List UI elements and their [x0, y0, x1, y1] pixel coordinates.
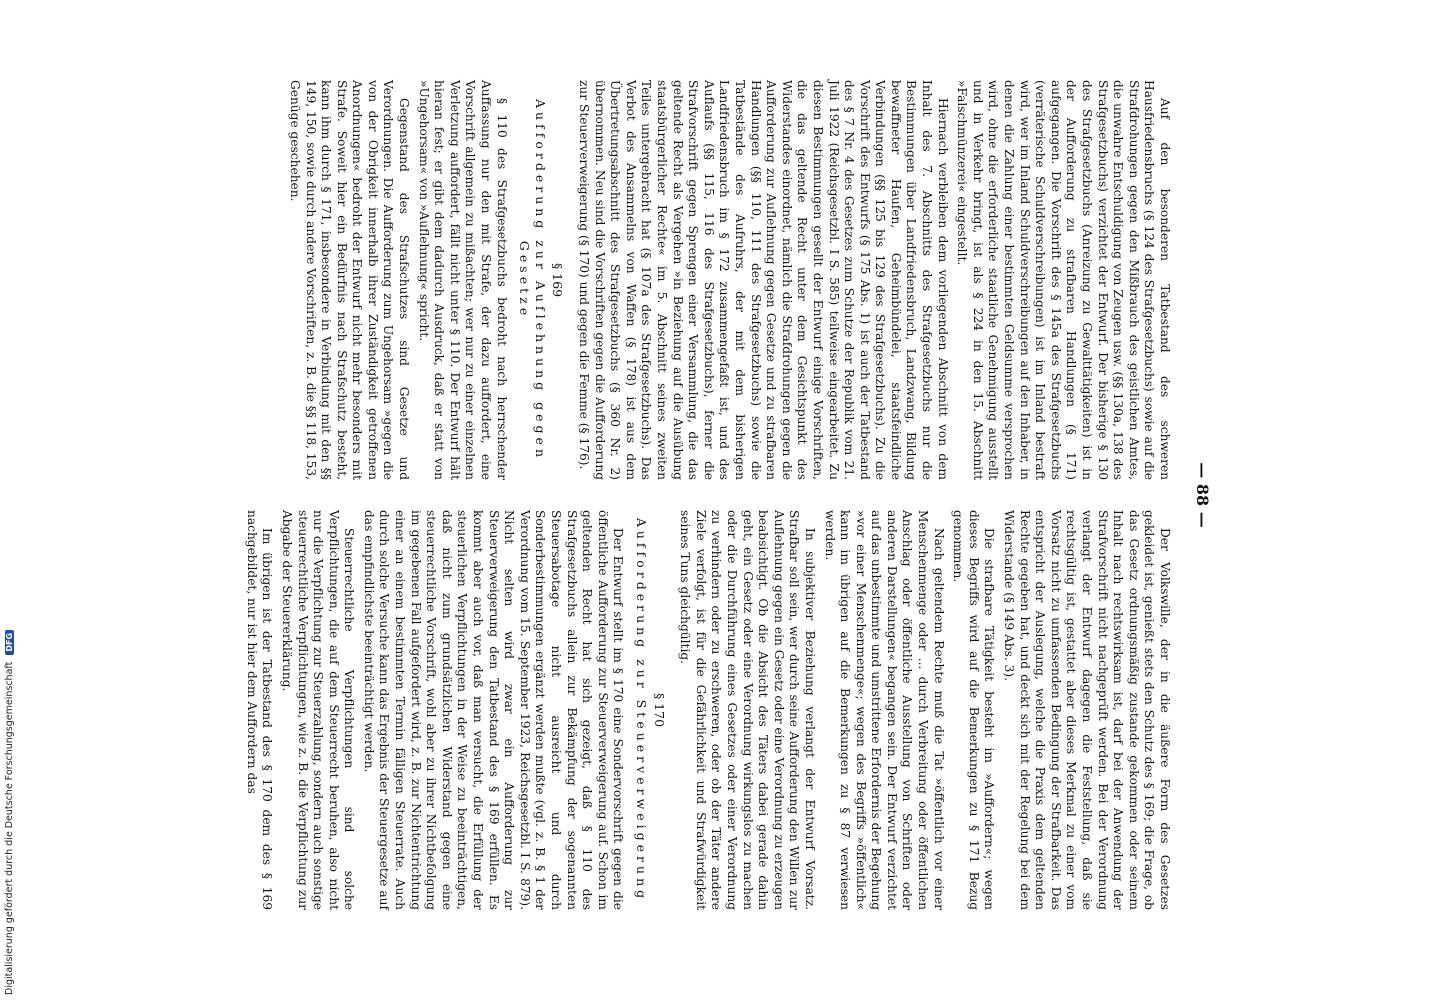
paragraph: Der Volkswille, der in die äußere Form des Gesetzes gekleidet ist, genießt stets den Schutz des § 169; die Frage, ob das Gesetz ordnungsmäßig zustande gekommen oder seinem Inhalt nach rechtswirksam ist, darf bei der Anwendung der Strafvorschrift nicht nachgeprüft werden. Bei der Verordnung verlangt der Entwurf dagegen die Feststellung, daß sie rechtsgültig ist, gestattet aber dieses Merkmal zu einer vom Vorsatz nicht zu umfassenden Bedingung der Strafbarkeit. Das entspricht der Auslegung, welche die Praxis dem geltenden Rechte gegeben hat, und deckt sich mit der Regelung bei dem Widerstande (§ 149 Abs. 3). — [1002, 510, 1172, 910]
left-column — [282, 80, 1172, 480]
rotated-sheet — [145, 80, 1210, 910]
digitization-credit — [4, 605, 18, 995]
paragraph: Steuerrechtliche Verpflichtungen sind solche Verpflichtungen, die auf dem Steuerrecht beruhen, also nicht nur die Verpflichtung zur Steuerzahlung, sondern auch sonstige steuerrechtliche Verpflichtungen, wie z. B. die Verpflichtung zur Abgabe der Steuererklärung. — [279, 510, 357, 910]
paragraph: Nach geltendem Rechte muß die Tat »öffentlich vor einer Menschenmenge oder ... durch Verbreitung oder öffentlichen Anschlag oder öffentliche Ausstellung von Schriften oder anderen Darstellungen« begangen sein. Der Entwurf verzichtet auf das unbestimmte und umstrittene Erfordernis der Begehung »vor einer Menschenmenge«; wegen des Begriffs »öffentlich« kann im übrigen auf die Bemerkungen zu § 87 verwiesen werden. — [822, 510, 946, 910]
paragraph: Die strafbare Tätigkeit besteht im »Auffordern«; wegen dieses Begriffs wird auf die Bemerkungen zu § 171 Bezug genommen. — [951, 510, 997, 910]
paragraph: § 110 des Strafgesetzbuchs bedroht nach herrschender Auffassung nur den mit Strafe, der dazu auffordert, eine Vorschrift allgemein zu mißachten; wer nur zu einer einzelnen Verletzung auffordert, fällt nicht unter § 110. Der Entwurf hält hieran fest; er gibt dem dadurch Ausdruck, daß er statt von »Ungehorsam« von »Auflehnung« spricht. — [416, 80, 509, 480]
paragraph: Hiernach verbleiben dem vorliegenden Abschnitt von dem Inhalt des 7. Abschnitts des Strafgesetzbuchs nur die Bestimmungen über Landfriedensbruch, Landzwang, Bildung bewaffneter Haufen, Geheimbündelei, staatsfeindliche Verbindungen (§§ 125 bis 129 des Strafgesetzbuchs). Zu die Vorschrift des Entwurfs (§ 175 Abs. 1) ist auch der Tatbestand des § 7 Nr. 4 des Gesetzes zum Schutze der Republik vom 21. Juli 1922 (Reichsgesetzbl. I S. 585) teilweise eingearbeitet. Zu diesen Bestimmungen gesellt der Entwurf einige Vorschriften, die das geltende Recht unter dem Gesichtspunkt des Widerstandes einordnet, nämlich die Strafdrohungen gegen die Aufforderung zur Auflehnung gegen Gesetze und zu strafbaren Handlungen (§§ 110, 111 des Strafgesetzbuchs) sowie die Tatbestände des Aufruhrs, der mit dem bisherigen Landfriedensbruch im § 172 zusammengefaßt ist, und des Auflaufs (§§ 115, 116 des Strafgesetzbuchs), ferner die Strafvorschrift gegen Sprengen einer Versammlung, die das geltende Recht als Vergehen »in Beziehung auf die Ausübung staatsbürgerlicher Rechte« im 5. Abschnitt seines zweiten Teiles untergebracht hat (§ 107a des Strafgesetzbuchs). Das Verbot des Ansammelns von Waffen (§ 178) ist aus dem Übertretungsabschnitt des Strafgesetzbuchs (§ 360 Nr. 2) übernommen. Neu sind die Vorschriften gegen die Aufforderung zur Steuerverweigerung (§ 170) und gegen die Femme (§ 176). — [577, 80, 950, 480]
section-heading: § 170 — [651, 692, 667, 728]
paragraph: Auf den besonderen Tatbestand des schweren Hausfriedensbruchs (§ 124 des Strafgesetzbuchs) sowie auf die Strafdrohungen gegen den Mißbrauch des geistlichen Amtes, die unwahre Entschuldigung von Zeugen usw. (§§ 130a, 138 des Strafgesetzbuchs) verzichtet der Entwurf. Der bisherige § 130 des Strafgesetzbuchs (Anreizung zu Gewalttätigkeiten) ist in der Aufforderung zu strafbaren Handlungen (§ 171) aufgegangen. Die Vorschrift des § 145a des Strafgesetzbuchs (verräterische Schuldverschreibungen) ist im Inland bestraft wird, wer im Inland Schuldverschreibungen auf den Inhaber, in denen die Zahlung einer bestimmten Geldsumme versprochen wird, ohne die erforderliche staatliche Genehmigung ausstellt und in Verkehr bringt, ist als § 224 in den 15. Abschnitt »Falschmünzerei« eingestellt. — [955, 80, 1172, 480]
page-number: — 88 — — [1193, 462, 1212, 528]
paragraph: Im übrigen ist der Tatbestand des § 170 dem des § 169 nachgebildet, nur ist hier dem Auffordern das — [244, 510, 275, 910]
right-column — [239, 510, 1172, 910]
paragraph: Gegenstand des Strafschutzes sind Gesetze und Verordnungen. Die Aufforderung zum Ungehorsam »gegen die von der Obrigkeit innerhalb ihrer Zuständigkeit getroffenen Anordnungen« bedroht der Entwurf nicht mehr besonders mit Strafe. Soweit hier ein Bedürfnis nach Strafschutz besteht, kann ihm durch § 171, insbesondere in Verbindung mit den §§ 149, 150, sowie durch andere Vorschriften, z. B. die §§ 118, 153, Genüge geschehen. — [287, 80, 412, 480]
paragraph: Der Entwurf stellt im § 170 eine Sondervorschrift gegen die öffentliche Aufforderung zur Steuerverweigerung auf. Schon im geltenden Recht hat sich gezeigt, daß § 110 des Strafgesetzbuchs allein zur Bekämpfung der sogenannten Steuersabotage nicht ausreicht und durch Sonderbestimmungen ergänzt werden mußte (vgl. z. B. § 1 der Verordnung vom 15. September 1923, Reichsgesetzbl. I S. 879). Nicht selten wird zwar ein Aufforderung zur Steuerverweigerung den Tatbestand des § 169 erfüllen. Es kommt aber auch vor, daß man versucht, die Erfüllung der steuerlichen Verpflichtungen in der Weise zu beeinträchtigen, daß nicht zum grundsätzlichen Widerstand gegen eine steuerrechtliche Vorschrift, wohl aber zu ihrer Nichtbefolgung im gegebenen Fall aufgefordert wird, z. B. zur Nichtentrichtung einer an einem bestimmten Termin fälligen Steuerrate. Auch durch solche Versuche kann das Ergebnis der Steuergesetze auf das empfindlichste beeinträchtigt werden. — [361, 510, 626, 910]
credit-text: Digitalisierung gefördert durch die Deutsche Forschungsgemeinschaft — [4, 661, 15, 995]
section-subheading: Aufforderung zur Steuerverweigerung — [634, 517, 649, 903]
section-subheading: Aufforderung zur Auflehnung gegen Gesetze — [517, 99, 548, 461]
section-heading: § 169 — [550, 262, 566, 298]
paragraph: In subjektiver Beziehung verlangt der Entwurf Vorsatz. Strafbar soll sein, wer durch seine Aufforderung den Willen zur Auflehnung gegen ein Gesetz oder eine Verordnung zu erzeugen beabsichtigt. Ob die Absicht des Täters dabei gerade dahin geht, ein Gesetz oder eine Verordnung wirkungslos zu machen oder die Durchführung eines Gesetzes oder einer Verordnung zu verhindern oder zu erschweren, oder ob der Täter andere Ziele verfolgt, ist für die Gefährlichkeit und Strafwürdigkeit seines Tuns gleichgültig. — [678, 510, 817, 910]
dfg-logo: DFG — [5, 630, 14, 655]
